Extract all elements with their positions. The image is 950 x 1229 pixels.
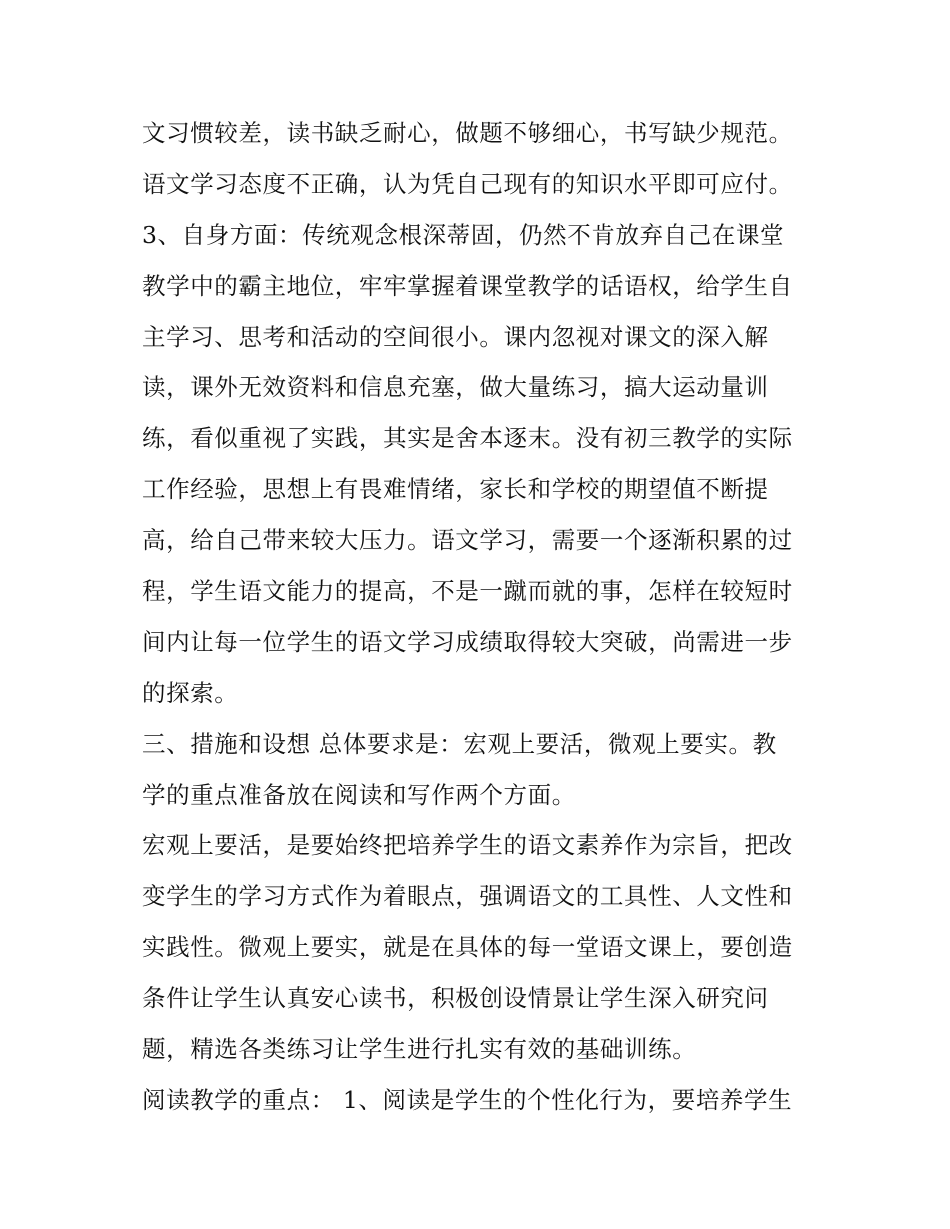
text-line: 宏观上要活，是要始终把培养学生的语文素养作为宗旨，把改 <box>142 831 793 860</box>
text-line: 主学习、思考和活动的空间很小。课内忽视对课文的深入解 <box>142 322 769 351</box>
text-line: 读，课外无效资料和信息充塞，做大量练习，搞大运动量训 <box>142 373 769 402</box>
text-line: 间内让每一位学生的语文学习成绩取得较大突破，尚需进一步 <box>142 627 793 656</box>
text-line: 的探索。 <box>142 678 239 707</box>
text-line: 教学中的霸主地位，牢牢掌握着课堂教学的话语权，给学生自 <box>142 271 793 300</box>
text-line: 题，精选各类练习让学生进行扎实有效的基础训练。 <box>142 1035 697 1064</box>
text-line: 变学生的学习方式作为着眼点，强调语文的工具性、人文性和 <box>142 882 793 911</box>
text-line: 练，看似重视了实践，其实是舍本逐末。没有初三教学的实际 <box>142 424 793 453</box>
text-line: 文习惯较差，读书缺乏耐心，做题不够细心，书写缺少规范。 <box>142 119 793 147</box>
text-line: 高，给自己带来较大压力。语文学习，需要一个逐渐积累的过 <box>142 526 793 555</box>
text-line: 程，学生语文能力的提高，不是一蹴而就的事，怎样在较短时 <box>142 577 793 606</box>
text-line: 实践性。微观上要实，就是在具体的每一堂语文课上，要创造 <box>142 933 793 962</box>
text-line: 3、自身方面：传统观念根深蒂固，仍然不肯放弃自己在课堂 <box>142 220 785 249</box>
text-line: 工作经验，思想上有畏难情绪，家长和学校的期望值不断提 <box>142 475 769 504</box>
text-line: 学的重点准备放在阅读和写作两个方面。 <box>142 780 576 809</box>
text-line: 条件让学生认真安心读书，积极创设情景让学生深入研究问 <box>142 984 769 1013</box>
text-line: 语文学习态度不正确，认为凭自己现有的知识水平即可应付。 <box>142 169 793 198</box>
document-body <box>142 108 822 1126</box>
text-line: 阅读教学的重点： 1、阅读是学生的个性化行为，要培养学生 <box>142 1085 793 1114</box>
section-heading-line: 三、措施和设想 总体要求是：宏观上要活，微观上要实。教 <box>142 729 777 758</box>
